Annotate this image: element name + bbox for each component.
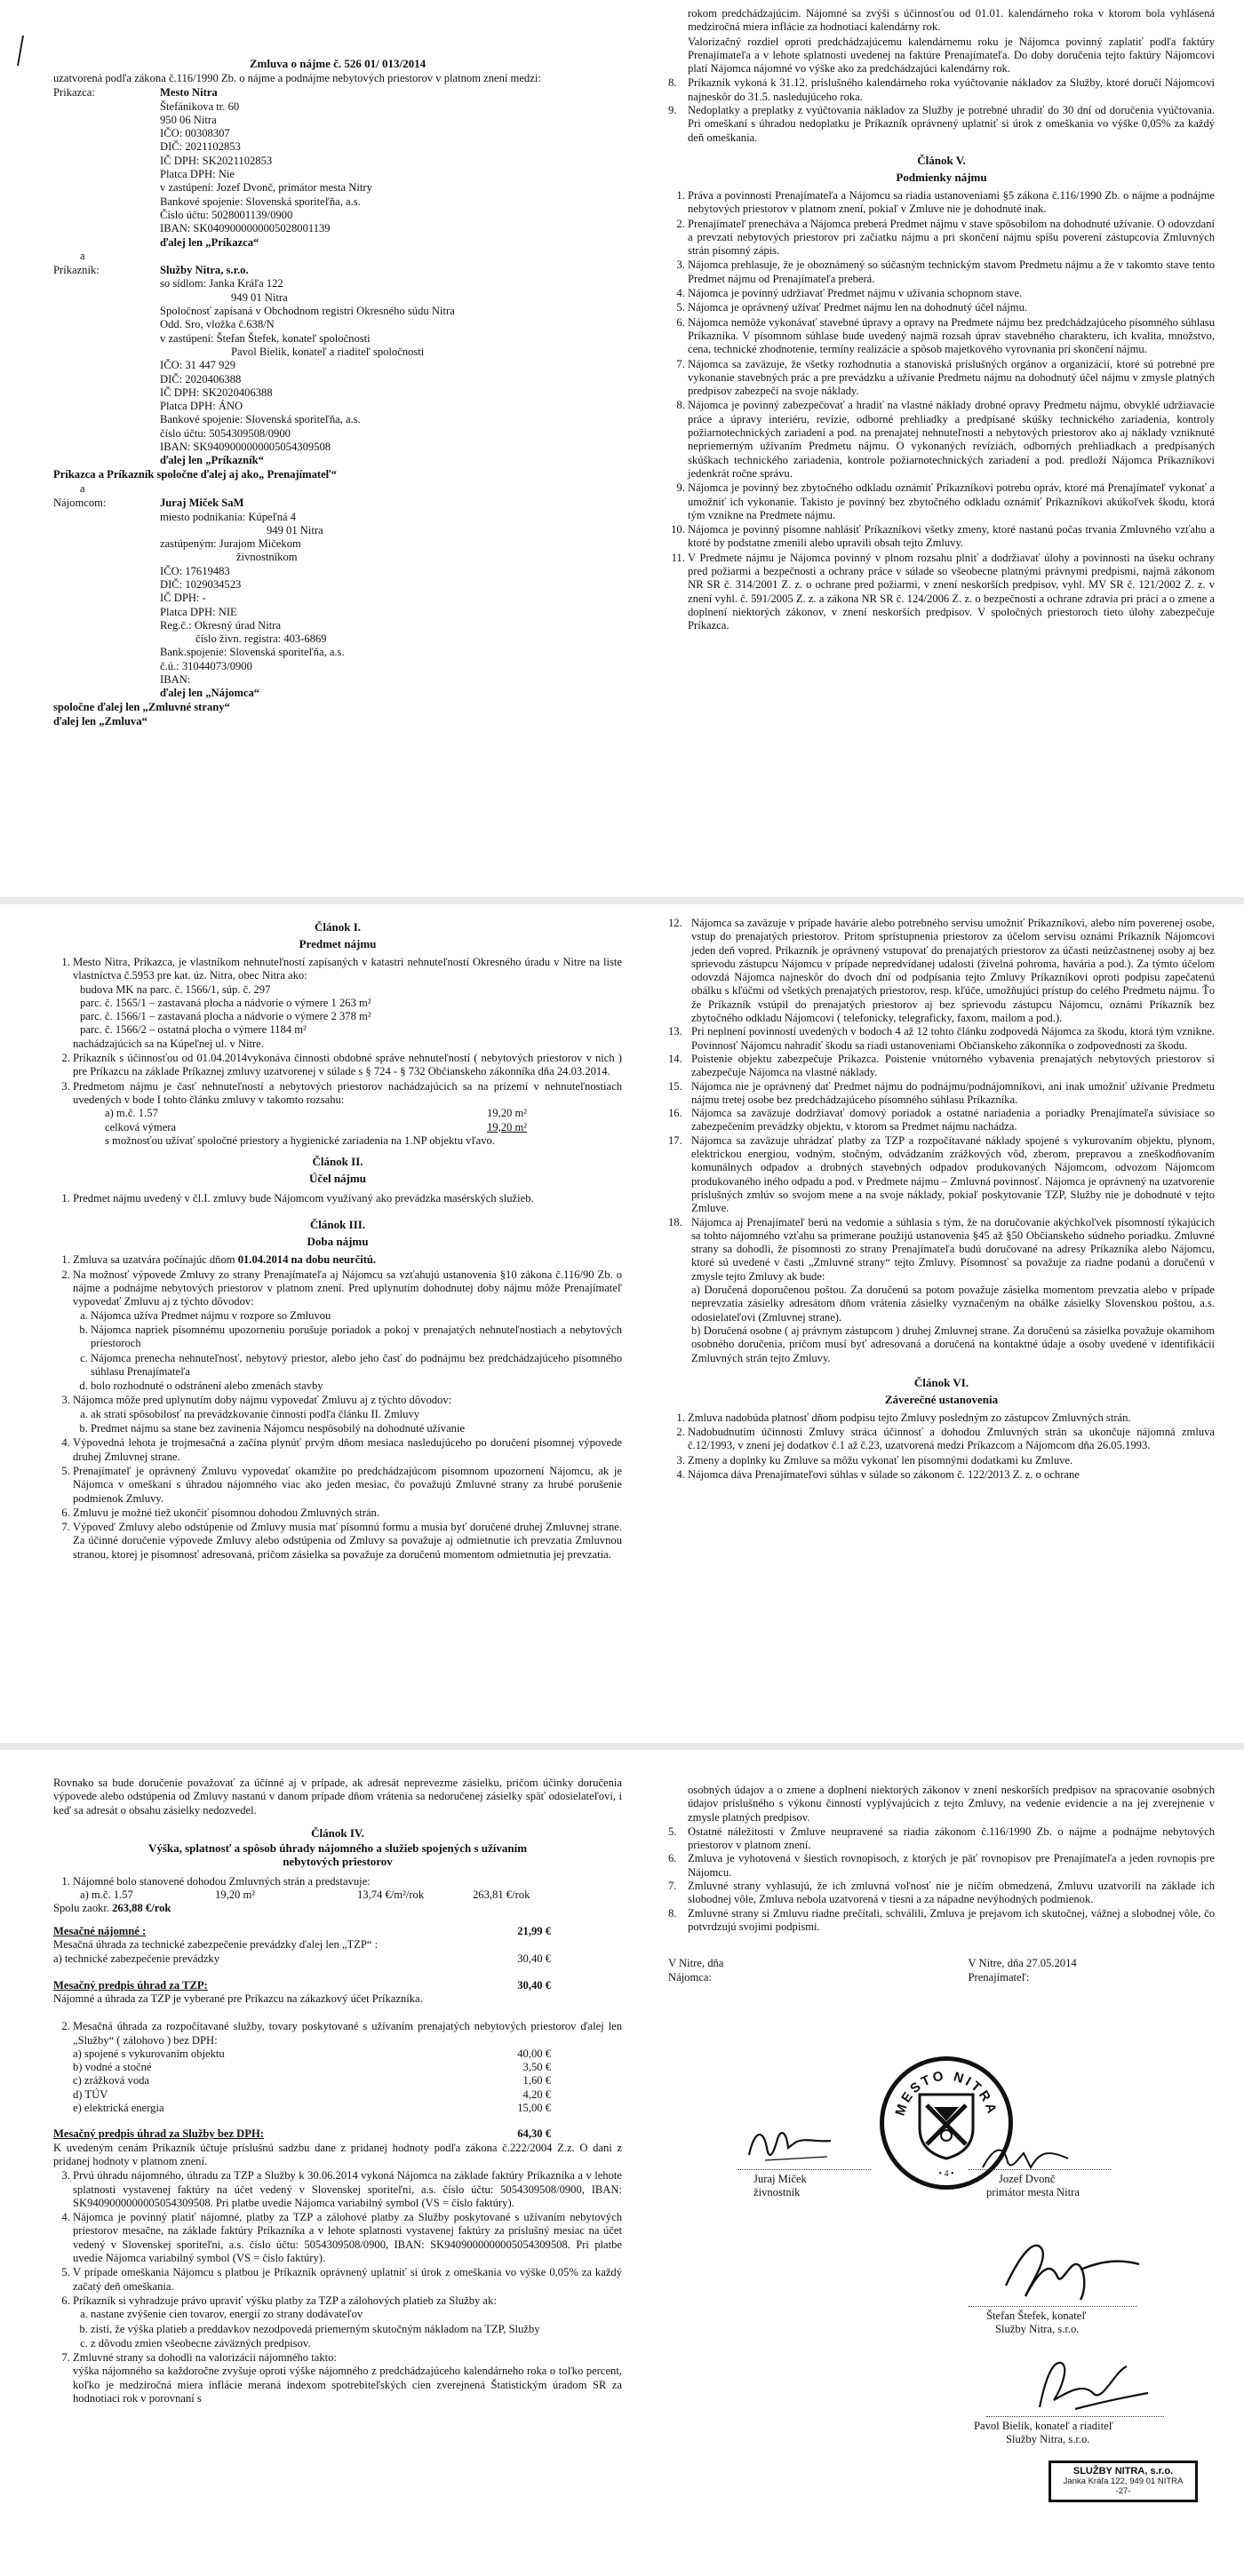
article-4-text: Nájomné bolo stanovené dohodou Zmluvných strán a predstavuje:	[73, 1874, 371, 1888]
signatory-role: Služby Nitra, s.r.o.	[995, 2323, 1080, 2336]
contract-intro: uzatvorená podľa zákona č.116/1990 Zb. o nájme a podnájme nebytových priestorov v platnom znení medzi:	[53, 72, 541, 84]
prikazca-line: ďalej len „Príkazca“	[160, 235, 259, 249]
tzp-label: a) technické zabezpečenie prevádzky	[53, 1952, 220, 1966]
item-text: Poistenie objektu zabezpečuje Príkazca. Poistenie vnútorného vybavenia prenajatých nebytových priestorov si zabezpečuje Nájomca na vlastné náklady.	[691, 1052, 1215, 1079]
article-5-item: 1. Práva a povinnosti Prenajímateľa a Nájomcu sa riadia ustanoveniami §5 zákona č.116/1990 Zb. o nájme a podnájme nebytových priestorov v platnom znení, pokiaľ v Zmluve nie je dohodnuté inak.	[688, 189, 1215, 217]
najomca-line: Reg.č.: Okresný úrad Nitra	[160, 618, 282, 632]
prikazca-line: 950 06 Nitra	[160, 113, 217, 126]
najomca-line: Juraj Miček SaM	[160, 497, 244, 510]
najomca-line: DIČ: 1029034523	[160, 577, 242, 591]
termination-reason: b. Predmet nájmu sa stane bez zavinenia Nájomcu nespôsobilý na dohodnuté užívanie	[91, 1422, 622, 1435]
article-4-text: Zmluvné strany sa dohodli na valorizácii nájomného takto:	[73, 2351, 337, 2365]
article-5-item: 7. Nájomca sa zaväzuje, že všetky rozhodnutia a stanoviská príslušných orgánov a organizácií, ktoré sú potrebné pre vykonanie stavebných prác a pre prevádzku a užívanie Predmetu nájmu na dohodnutý účel nájmu v zmysle platných predpisov zabezpečí na svoje náklady.	[688, 358, 1215, 399]
service-row	[73, 2088, 551, 2102]
item-text: Pri neplnení povinností uvedených v bodoch 4 až 12 tohto článku zodpovedá Nájomca za škodu, ktorá tým vznikne. Povinnosť Nájomcu nahradiť škodu sa riadi ustanoveniami Občianskeho zákonníka o zodpovednosti za škodu.	[691, 1025, 1215, 1052]
service-value: 3,50 €	[522, 2061, 551, 2074]
service-label: e) elektrická energia	[73, 2102, 164, 2115]
article-3-item: 4. Výpovedná lehota je trojmesačná a začína plynúť prvým dňom mesiaca nasledujúceho po doručení písomnej výpovede druhej Zmluvnej strane.	[73, 1436, 622, 1464]
signature-line	[738, 2169, 871, 2170]
parcel-location: nachádzajúcich sa na Kúpeľnej ul. v Nitre.	[73, 1037, 264, 1050]
article-6-list	[668, 1411, 1215, 1482]
signature-line	[969, 2306, 1137, 2307]
service-value: 4,20 €	[522, 2087, 551, 2101]
prikaznik-line: IČO: 31 447 929	[160, 359, 236, 372]
signatory-name: Štefan Štefek, konateľ	[986, 2310, 1087, 2322]
item-number: 18.	[668, 1215, 682, 1228]
item-number: 6.	[668, 1852, 677, 1865]
prikazca-details	[160, 86, 622, 250]
page2-left-column	[53, 917, 622, 1562]
najomca-line: živnostníkom	[236, 551, 298, 564]
page1-left-column	[53, 57, 622, 729]
right-item-5	[668, 1825, 1215, 1853]
prikaznik-label: Príkazník:	[53, 264, 100, 277]
service-value: 1,60 €	[522, 2074, 551, 2087]
item-number: 5.	[668, 1825, 677, 1838]
tzp-row	[53, 1952, 551, 1966]
article-1-subtitle: Predmet nájmu	[299, 937, 377, 950]
together-zmluvne-strany: spoločne ďalej len „Zmluvné strany“	[53, 700, 230, 713]
article-4-item	[73, 2020, 622, 2115]
prikazca-line: Bankové spojenie: Slovenská sporiteľňa, a.s.	[160, 195, 361, 208]
item-text: Nájomca sa zaväzuje dodržiavať domový poriadok a ostatné nariadenia a poriadky Prenajímateľa súvisiace so zabezpečením prevádzky objektu, v ktorom sa Predmet nájmu nachádza.	[691, 1107, 1215, 1133]
item-text: Nájomca sa zaväzuje v prípade havárie alebo potrebného servisu umožniť Príkazníkovi, alebo ním poverenej osobe, vstup do prenajatých priestorov. Pritom sprístupnenia priestorov za účelom servisu oznámi Príkazník Nájomcovi jeden deň vopred. Príkazník je oprávnený vstupovať do prenajatých priestorov za účasti neúzčastnenej osoby aj bez sprievodu zástupcu Nájomcu v prípade nepredvídanej udalosti (živelná pohroma, havária a pod.). Za týmto účelom odovzdá Nájomca najneskôr do dvoch dní od podpísania tejto Zmluvy Príkazníkovi oproti podpisu zapečatenú obálku s kľúčmi od všetkých prenajatých priestorov, resp. kľúče, umožňujúci prístup do celého Predmetu nájmu. Ťo že Príkazník vstúpil do prenajatých priestorov aj bez sprievodu zástupcu Nájomcu, oznámi Príkazník bez zbytočného odkladu Nájomcovi ( telefonicky, telegraficky, faxom, mailom a pod.).	[691, 917, 1215, 1025]
adjustment-reason: b. zistí, že výška platieb a preddavkov nezodpovedá priemerným skutočným nákladom na TZP, Služby	[91, 2323, 622, 2336]
signatory-stefek	[986, 2310, 1173, 2337]
prikazca-line: IBAN: SK0409000000005028001139	[160, 222, 331, 235]
article-3-text: Na možnosť výpovede Zmluvy zo strany Prenajímateľa aj Nájomcu sa vzťahujú ustanovenia §10 zákona č.116/90 Zb. o nájme a podnájme nebytových priestorov v platnom znení. Pred uplynutím dohodnutej doby nájmu môže Prenajímateľ vypovedať Zmluvu aj z týchto dôvodov:	[73, 1268, 622, 1308]
service-label: a) spojené s vykurovaním objektu	[73, 2047, 225, 2060]
article-2-item: 1. Predmet nájmu uvedený v čl.I. zmluvy bude Nájomcom využívaný ako prevádzka masérských služieb.	[73, 1192, 622, 1205]
prikaznik-line: 949 01 Nitra	[231, 290, 288, 304]
najomca-line: Platca DPH: NIE	[160, 605, 237, 618]
article-3-item: 7. Výpoveď Zmluvy alebo odstúpenie od Zmluvy musia mať písomnú formu a musia byť doručené druhej Zmluvnej strane. Za účinné doručenie výpovede Zmluvy alebo odstúpenia od Zmluvy sa považuje aj odmietnutie ich prevzatia Zmluvnou stranou, ktorej je písomnosť adresovaná, pričom zásielka sa považuje za doručenú momentom odmietnutia jej prevzatia.	[73, 1521, 622, 1562]
article-4-item: 3. Prvú úhradu nájomného, úhradu za TZP a Služby k 30.06.2014 vykoná Nájomca na základe faktúry Príkazníka a v lehote splatnosti vystavenej faktúry na účet vedený v Slovenskej sporiteľni, a.s. číslo účtu: 5054309508/0900, IBAN: SK9409000000005054309508. Pri platbe uvedie Nájomca variabilný symbol (VS = číslo faktúry).	[73, 2169, 622, 2210]
right-item-13	[668, 1025, 1215, 1053]
right-item-6	[668, 1852, 1215, 1880]
article-3-list	[53, 1253, 622, 1562]
najomca-line: zastúpeným: Jurajom Mičekom	[160, 537, 301, 551]
article-3-subtitle: Doba nájmu	[307, 1235, 369, 1249]
prikaznik-line: IČ DPH: SK2020406388	[160, 386, 273, 399]
signatory-bielik	[974, 2420, 1187, 2447]
tzp-total-row	[53, 1979, 551, 1992]
services-total-value: 64,30 €	[517, 2127, 551, 2141]
item-number: 13.	[668, 1025, 682, 1038]
services-total-row	[53, 2127, 551, 2141]
najomca-line: IČO: 17619483	[160, 564, 230, 577]
page-2	[0, 904, 1244, 1743]
article-1-item: 2. Príkazník s účinnosťou od 01.04.2014vykonáva činnosti obdobné správe nehnuteľností ( nebytových priestorov v nich ) pre Príkazcu na základe Príkaznej zmluvy uzatvorenej v súlade s § 724 - § 732 Občianskeho zákonníka dňa 24.03.2014.	[73, 1052, 622, 1079]
rent-sum-row	[53, 1902, 622, 1915]
rent-total: 263,81 €/rok	[473, 1888, 530, 1902]
item-text: b) Doručená osobne ( aj právnym zástupcom ) druhej Zmluvnej strane. Za doručenú sa zásielka považuje okamihom osobného doručenia, pričom musí byť adresovaná a doručená na kontaktné údaje a osoby uvedené v identifikácii Zmluvných strán tejto Zmluvy.	[691, 1324, 1215, 1364]
article-4-subtitle: Výška, splatnosť a spôsob úhrady nájomného a služieb spojených s užívaním	[148, 1841, 528, 1855]
service-label: b) vodné a stočné	[73, 2061, 152, 2074]
prikaznik-line: Odd. Sro, vložka č.638/N	[160, 318, 275, 331]
prikazca-line: Platca DPH: Nie	[160, 168, 235, 181]
right-item-9	[668, 104, 1215, 145]
right-item-8	[668, 76, 1215, 104]
company-stamp-name: SLUŽBY NITRA, s.r.o.	[1073, 2466, 1174, 2477]
landlord-role: Prenajímateľ:	[968, 1970, 1030, 1984]
article-5-item: 11. V Predmete nájmu je Nájomca povinný v plnom rozsahu plniť a dodržiavať úlohy a povinnosti na úseku ochrany pred požiarmi a bezpečnosti a ochrany práce v súlade so všeobecne platnými právnymi predpismi, najmä zákonom NR SR č. 314/2001 Z. z. o ochrane pred požiarmi, v znení neskorších predpisov, vyhl. MV SR č. 121/2002 Z. z. v znení vyhl. č. 591/2005 Z. z. a zákona NR SR č. 124/2006 Z. z. o bezpečnosti a ochrane zdravia pri práci a o zmene a doplnení niektorých zákonov, v znení neskorších predpisov. V spoločných priestoroch tieto úlohy zabezpečuje Príkazca.	[688, 552, 1215, 633]
signature-primator	[977, 2141, 1075, 2176]
tenant-role: Nájomca:	[668, 1970, 712, 1984]
article-4-item	[73, 2294, 622, 2350]
article-2-title: Článok II.	[312, 1155, 363, 1169]
article-3-title: Článok III.	[309, 1218, 366, 1232]
together-prenajimatel: Príkazca a Príkazník spoločne ďalej aj ako„ Prenajímateľ“	[53, 467, 337, 481]
najomca-line: IBAN:	[160, 673, 191, 687]
signatory-name: Pavol Bielik, konateľ a riaditeľ	[974, 2420, 1113, 2432]
adjustment-reasons	[73, 2308, 622, 2350]
continuation-paragraph: rokom predchádzajúcim. Nájomné sa zvýši s účinnosťou od 01.01. kalendárneho roka v ktorom bola vyhlásená medziročná miera inflácie za hodnotiaci kalendárny rok.	[688, 7, 1215, 34]
article-2-subtitle: Účel nájmu	[309, 1172, 366, 1186]
signature-line	[986, 2416, 1164, 2417]
prikaznik-line: Spoločnosť zapísaná v Obchodnom registri Okresného súdu Nitra	[160, 305, 455, 318]
item-text: Nájomca aj Prenajímateľ berú na vedomie a súhlasia s tým, že na doručovanie akýchkoľvek písomností týkajúcich sa tohto nájomného vzťahu sa primerane použijú ustanovenia §45 až §50 Občianskeho súdneho poriadku. Zmluvné strany sa dohodli, že písomnosti zo strany Prenajímateľa budú doručované na adresy Príkazníka alebo Nájomcu, ktoré sú uvedené v časti „Zmluvné strany“ tejto Zmluvy. Písomnosť sa považuje za riadne podanú a doručenú v zmysle tejto Zmluvy ak bude:	[691, 1215, 1215, 1283]
article-4-item	[53, 1874, 622, 1916]
article-4-title: Článok IV.	[311, 1825, 364, 1840]
seal-text: MESTO NITRA	[892, 2068, 1001, 2118]
article-3-item	[73, 1268, 622, 1394]
item-text: Zmluva je vyhotovená v šiestich rovnopisoch, z ktorých je päť rovnopisov pre Prenajímateľa a jeden rovnopis pre Nájomcu.	[688, 1852, 1215, 1879]
item-number: 14.	[668, 1052, 682, 1065]
landlord-place-block	[942, 1957, 1216, 1984]
right-item-18a	[668, 1284, 1215, 1324]
rent-row	[73, 1888, 622, 1902]
item-number: 7.	[668, 1880, 677, 1893]
monthly-rent-row	[53, 1925, 551, 1938]
tenant-place-block	[668, 1957, 942, 1984]
service-row	[73, 2102, 551, 2115]
article-6-item: 4. Nájomca dáva Prenajímateľovi súhlas v súlade so zákonom č. 122/2013 Z. z. o ochrane	[688, 1468, 1215, 1482]
signatory-role: Služby Nitra, s.r.o.	[1006, 2433, 1090, 2446]
service-row	[73, 2074, 551, 2087]
rent-sum-value: 263,88 €/rok	[112, 1902, 171, 1915]
page3-right-column	[668, 1784, 1215, 1984]
article-4-list-continued	[53, 2020, 622, 2115]
rent-sum-label: Spolu zaokr.	[53, 1902, 109, 1915]
parcel-line: parc. č. 1565/1 – zastavaná plocha a nádvorie o výmere 1 263 m²	[80, 996, 371, 1009]
tenant-termination-reasons	[73, 1408, 622, 1436]
article-6-item: 2. Nadobudnutím účinnosti Zmluvy stráca účinnosť a dohodou Zmluvných strán sa ukončuje nájomná zmluva č.12/1993, v znení jej dodatkov č.1 až č.23, uzatvorená medzi Príkazcom a Nájomcom dňa 26.05.1993.	[688, 1426, 1215, 1453]
article-5-item: 4. Nájomca je povinný udržiavať Predmet nájmu v užívania schopnom stave.	[688, 287, 1215, 300]
prikaznik-details	[160, 264, 622, 467]
page-3	[0, 1750, 1244, 2576]
article-4-item	[73, 2351, 622, 2405]
najomca-label: Nájomcom:	[53, 497, 107, 510]
tzp-intro: Mesačná úhrada za technické zabezpečenie prevádzky ďalej len „TZP“ :	[53, 1938, 379, 1952]
najomca-line: miesto podnikania: Kúpeľná 4	[160, 510, 297, 523]
page2-right-column	[668, 917, 1215, 1483]
right-item-12	[668, 917, 1215, 1025]
service-label: c) zrážková voda	[73, 2074, 150, 2087]
party-prikaznik	[53, 264, 622, 467]
margin-mark	[11, 34, 28, 69]
party-najomca	[53, 497, 622, 700]
conjunction-a: a	[80, 249, 85, 262]
article-3-item: 5. Prenajímateľ je oprávnený Zmluvu vypovedať okamžite po predchádzajúcom písomnom upozornení Nájomcu, ak je Nájomca v omeškaní s úhradou nájomného viac ako jeden mesiac, čo považujú Zmluvné strany za hrubé porušenie podmienok Zmluvy.	[73, 1465, 622, 1506]
signatory-role: živnostník	[754, 2186, 801, 2199]
area-row	[73, 1107, 622, 1120]
prikaznik-line: DIČ: 2020406388	[160, 372, 242, 386]
signatory-najomca	[754, 2173, 878, 2200]
article-1-item	[73, 956, 622, 1051]
item-text: Nedoplatky a preplatky z vyúčtovania nákladov za Služby je potrebné uhradiť do 30 dní od doručenia vyúčtovania. Pri omeškaní s úhradou nedoplatku je Príkazník oprávnený uplatniť si úrok z omeškania vo výške 0,05% za každý deň omeškania.	[688, 104, 1215, 144]
article-3-item	[73, 1253, 622, 1267]
company-stamp-number: -27-	[1115, 2486, 1131, 2496]
adjustment-reason: c. z dôvodu zmien všeobecne záväzných predpisov.	[91, 2337, 622, 2350]
parcel-line: parc. č. 1566/2 – ostatná plocha o výmere 1184 m²	[80, 1023, 307, 1037]
article-5-subtitle: Podmienky nájmu	[896, 170, 987, 184]
item-number: 12.	[668, 917, 682, 929]
signature-places	[668, 1957, 1215, 1984]
article-3-text: Zmluva sa uzatvára počínajúc dňom	[73, 1253, 235, 1267]
right-item-15	[668, 1080, 1215, 1108]
article-6-title: Článok VI.	[913, 1375, 969, 1389]
right-item-16	[668, 1107, 1215, 1134]
page3-left-column	[53, 1777, 622, 2406]
item-text: Nájomca sa zaväzuje uhrádzať platby za TZP a rozpočítavané náklady spojené s vykurovaním objektu, plynom, elektrickou energiou, vodným, stočným, odvádzaním zrážkových vôd, zberom, prepravou a zneškodňovaním komunálnych odpadov a drobných stavebných odpadov produkovaných Nájomcom, odvozom Nájomcom produkovaného iného odpadu a pod. v Predmete nájmu – Zmluvná povinnosť. Nájomca je oprávnený na uzatvorenie príslušných zmlúv so svojom mene a na svoje náklady, pokiaľ poskytovanie TZP, Služby nie je dohodnuté v tejto Zmluve.	[691, 1133, 1215, 1215]
article-4-subtitle: nebytových priestorov	[283, 1854, 393, 1868]
article-5-item: 2. Prenajímateľ prenecháva a Nájomca preberá Predmet nájmu v stave spôsobilom na dohodnuté užívanie. O odovzdaní a prevzatí nebytových priestorov pri začiatku nájmu a pri skončení nájmu spíšu poverení zástupcovia Zmluvných strán písomný zápis.	[688, 218, 1215, 258]
together-zmluva: ďalej len „Zmluva“	[53, 714, 148, 727]
signatory-name: Jozef Dvonč	[999, 2173, 1056, 2185]
prikazca-line: Mesto Nitra	[160, 86, 218, 99]
item-text: a) Doručená doporučenou poštou. Za doručenú sa potom považuje zásielka momentom prevzatia alebo v prípade neprevzatia zásielky adresátom dňom vrátenia zásielky vyznačeným na obálke zásielky Slovenskou poštou, a.s. odosielateľovi (Zmluvnej strane).	[691, 1284, 1215, 1324]
prikaznik-line: IBAN: SK9409000000005054309508	[160, 441, 331, 454]
article-1-title: Článok I.	[314, 920, 362, 934]
svg-text:• 4 •: • 4 •	[938, 2169, 954, 2179]
termination-reason: c. Nájomca prenecha nehnuteľnosť, nebytový priestor, alebo jeho časť do podnájmu bez predchádzajúceho písomného súhlasu Prenajímateľa	[91, 1352, 622, 1379]
article-5-item: 3. Nájomca prehlasuje, že je oboznámený so súčasným technickým stavom Predmetu nájmu a že v takomto stave tento Predmet nájmu od Prenajímateľa preberá.	[688, 258, 1215, 286]
najomca-line: číslo živn. registra: 403-6869	[195, 632, 327, 646]
termination-reasons	[73, 1309, 622, 1394]
signature-line	[969, 2169, 1111, 2170]
conjunction-a: a	[80, 481, 85, 495]
article-6-item: 1. Zmluva nadobúda platnosť dňom podpisu tejto Zmluvy posledným zo zástupcov Zmluvných strán.	[688, 1411, 1215, 1425]
tzp-note: Nájomné a úhrada za TZP je vyberané pre Príkazcu na zákazkový účet Príkazníka.	[53, 1992, 423, 2005]
area-value: 19,20 m²	[487, 1107, 528, 1120]
item-text: Príkazník vykoná k 31.12. príslušného kalendárneho roka vyúčtovanie nákladov za Služby, ktoré doručí Nájomcovi najneskôr do 31.5. nasledujúceho roka.	[688, 76, 1215, 103]
article-4-item: 4. Nájomca je povinný platiť nájomné, platby za TZP a zálohové platby za Služby poskytované s užívaním nebytových priestorov mesačne, na základe faktúry Príkazníka a v lehote splatnosti vystavenej faktúry za príslušný mesiac na účet vedený v Slovenskej sporiteľni, a.s. číslo účtu: 5054309508/0900, IBAN: SK9409000000005054309508. Pri platbe uvedie Nájomca variabilný symbol (VS = číslo faktúry).	[73, 2211, 622, 2265]
article-1-list	[53, 956, 622, 1148]
signature-stefek	[995, 2234, 1146, 2305]
article-5-item: 9. Nájomca je povinný bez zbytočného odkladu oznámiť Príkazníkovi potrebu opráv, ktoré má Prenajímateľ vykonať a umožniť ich vykonanie. Takisto je povinný bez zbytočného odkladu oznámiť Príkazníkovi akúkoľvek škodu, ktorá tým vznikne na Predmete nájmu.	[688, 481, 1215, 522]
termination-reason: b. Nájomca napriek písomnému upozorneniu porušuje poriadok a pokoj v prenajatých nehnuteľnostiach a nebytových priestoroch	[91, 1324, 622, 1351]
item-number: 9.	[668, 104, 677, 117]
delivery-paragraph: Rovnako sa bude doručenie považovať za účinné aj v prípade, ak adresát neprevezme zásielku, pričom účinky doručenia výpovede alebo odstúpenia od Zmluvy nastanú v danom prípade dňom vrátenia sa nedoručenej zásielky späť odosielateľovi, i keď sa adresát o obsahu zásielky nedozvedel.	[53, 1777, 622, 1817]
services-note: K uvedeným cenám Príkazník účtuje príslušnú sadzbu dane z pridanej hodnoty podľa zákona č.222/2004 Z.z. O dani z pridanej hodnoty v platnom znení.	[53, 2141, 622, 2167]
monthly-rent-value: 21,99 €	[517, 1924, 551, 1937]
prikaznik-line: ďalej len „Príkazník“	[160, 454, 264, 467]
service-row	[73, 2061, 551, 2074]
monthly-rent-label: Mesačné nájomné :	[53, 1924, 147, 1937]
lease-start-date: 01.04.2014 na dobu neurčitú.	[237, 1253, 377, 1267]
prikazca-label: Prikazca:	[53, 86, 95, 99]
najomca-line: ďalej len „Nájomca“	[160, 687, 260, 700]
article-1-text: Predmetom nájmu je časť nehnuteľností a nebytových priestorov nachádzajúcich sa na prízemí v nehnuteľnostiach uvedených v bode I tohto článku zmluvy v takomto rozsahu:	[73, 1079, 622, 1106]
service-value: 15,00 €	[517, 2102, 551, 2115]
signature-najomca	[742, 2121, 840, 2164]
item-number	[668, 1324, 691, 1365]
prikazca-line: Číslo účtu: 5028001139/0900	[160, 208, 293, 221]
tenant-place: V Nitre, dňa	[668, 1957, 724, 1970]
area-label: a) m.č. 1.57	[105, 1107, 158, 1120]
service-row	[73, 2047, 551, 2061]
party-prikazca	[53, 86, 622, 250]
najomca-line: Bank.spojenie: Slovenská sporiteľňa, a.s.	[160, 646, 345, 659]
parcel-line: parc. č. 1566/1 – zastavaná plocha a nádvorie o výmere 2 378 m²	[80, 1010, 371, 1023]
prikaznik-line: číslo účtu: 5054309508/0900	[160, 426, 291, 440]
services-intro: Mesačná úhrada za rozpočítavané služby, tovary poskytované s užívaním prenajatých nebytových priestorov ďalej len „Služby“ ( zálohovo ) bez DPH:	[73, 2020, 622, 2047]
prikaznik-line: Služby Nitra, s.r.o.	[160, 264, 249, 277]
item-text: Ostatné náležitosti v Zmluve neupravené sa riadia zákonom č.116/1990 Zb. o nájme a podnájme nebytových priestorov v platnom znení.	[688, 1825, 1215, 1852]
article-5-item: 10. Nájomca je povinný písomne nahlásiť Príkazníkovi všetky zmeny, ktoré nastanú počas trvania Zmluvného vzťahu a ktoré by podstatne zmenili alebo upravili obsah tejto Zmluvy.	[688, 523, 1215, 551]
signatory-primator	[986, 2173, 1164, 2200]
item-text: Zmluvné strany vyhlasujú, že ich zmluvná voľnosť nie je ničím obmedzená, Zmluvu uzatvorili na základe ich slobodnej vôle, Zmluva nebola uzatvorená v tiesni a za nápadne nevýhodných podmienok.	[688, 1880, 1215, 1906]
article-1-text: Mesto Nitra, Príkazca, je vlastníkom nehnuteľností zapísaných v katastri nehnuteľností Okresného úradu v Nitre na liste vlastníctva č.5953 pre kat. úz. Nitra, obec Nitra ako:	[73, 956, 622, 982]
najomca-line: č.ú.: 31044073/0900	[160, 659, 252, 672]
signatory-role: primátor mesta Nitra	[986, 2186, 1080, 2199]
article-4-item: 5. V prípade omeškania Nájomcu s platbou je Príkazník oprávnený uplatniť si úrok z omeškania vo výške 0,05% za každý začatý deň omeškania.	[73, 2266, 622, 2294]
adjustment-reason: a. nastane zvýšenie cien tovarov, energií zo strany dodávateľov	[91, 2308, 622, 2321]
termination-reason: d. bolo rozhodnuté o odstránení alebo zmenách stavby	[91, 1379, 622, 1393]
article-2-list	[53, 1192, 622, 1205]
page1-right-column	[668, 7, 1215, 633]
item-number	[668, 1284, 691, 1324]
tzp-value: 30,40 €	[517, 1952, 551, 1966]
service-value: 40,00 €	[517, 2047, 551, 2060]
prikazca-line: IČ DPH: SK2021102853	[160, 154, 273, 167]
article-5-title: Článok V.	[917, 153, 966, 167]
prikaznik-line: so sídlom: Janka Kráľa 122	[160, 277, 283, 290]
termination-reason: a. Nájomca užíva Predmet nájmu v rozpore so Zmluvou	[91, 1309, 622, 1323]
area-total-label: celková výmera	[105, 1120, 177, 1133]
article-5-item: 6. Nájomca nemôže vykonávať stavebné úpravy a opravy na Predmete nájmu bez predchádzajúceho písomného súhlasu Príkazníka. V písomnom súhlase bude uvedený najmä rozsah úprav stavebného charakteru, ich kvalita, množstvo, cena, technické zhodnotenie, termíny realizácie a spôsob majetkového vyrovnania pri skončení nájmu.	[688, 316, 1215, 357]
prikaznik-line: Bankové spojenie: Slovenská sporiteľňa, a.s.	[160, 413, 361, 426]
article-5-list	[668, 189, 1215, 633]
signatory-name: Juraj Miček	[754, 2173, 807, 2185]
landlord-place: V Nitre, dňa 27.05.2014	[968, 1957, 1077, 1970]
prikazca-line: DIČ: 2021102853	[160, 140, 241, 154]
company-stamp	[1049, 2461, 1198, 2502]
right-item-18b	[668, 1324, 1215, 1365]
right-item-8	[668, 1907, 1215, 1935]
right-item-7	[668, 1880, 1215, 1907]
article-3-item	[73, 1394, 622, 1435]
article-4-list-rest	[53, 2169, 622, 2405]
services-total-label: Mesačný predpis úhrad za Služby bez DPH:	[53, 2127, 264, 2141]
right-item-18	[668, 1216, 1215, 1284]
najomca-details	[160, 497, 622, 700]
item-number: 8.	[668, 76, 677, 90]
service-label: d) TÚV	[73, 2087, 108, 2101]
article-6-subtitle: Záverečné ustanovenia	[884, 1392, 999, 1406]
area-note: s možnosťou užívať spoločné priestory a hygienické zariadenia na 1.NP objektu vľavo.	[105, 1133, 495, 1147]
termination-reason: a. ak strati spôsobilosť na prevádzkovanie činnosti podľa článku II. Zmluvy	[91, 1408, 622, 1421]
city-crest-icon	[914, 2089, 978, 2160]
company-stamp-address: Janka Kráľa 122, 949 01 NITRA	[1063, 2477, 1184, 2486]
rent-room: a) m.č. 1.57	[80, 1888, 133, 1902]
article-4-list	[53, 1875, 622, 1916]
article-3-item: 6. Zmluvu je možné tiež ukončiť písomnou dohodou Zmluvných strán.	[73, 1507, 622, 1520]
rent-rate: 13,74 €/m²/rok	[357, 1888, 425, 1902]
article-4-text: Príkazník si vyhradzuje právo upraviť výšku platby za TZP a zálohových platieb za Služby ak:	[73, 2294, 497, 2307]
item-number: 17.	[668, 1133, 682, 1147]
parcel-line: budova MK na parc. č. 1566/1, súp. č. 297	[80, 982, 271, 996]
continuation-paragraph: Valorizačný rozdiel oproti predchádzajúcemu kalendárnemu roku je Nájomca povinný zaplatiť podľa faktúry Prenajímateľa a v lehote splatnosti uvedenej na faktúre Prenajímateľa. Do doby doručenia tejto faktúry Nájomcovi platí Nájomca nájomné vo výške ako za predchádzajúci kalendárny rok.	[688, 35, 1215, 76]
rent-area: 19,20 m²	[215, 1888, 256, 1902]
najomca-line: 949 01 Nitra	[267, 523, 323, 537]
right-item-17	[668, 1134, 1215, 1216]
prikaznik-line: Platca DPH: ÁNO	[160, 400, 243, 413]
valorization-text: výška nájomného sa každoročne zvyšuje oproti výške nájomného z predchádzajúceho kalendárneho roka o toľko percent, koľko je medziročná miera inflácie meraná indexom spotrebiteľských cien zverejnená Štatistickým úradom SR za hodnotiaci rok v porovnaní s	[73, 2365, 622, 2405]
tzp-total-label: Mesačný predpis úhrad za TZP:	[53, 1978, 208, 1992]
prikazca-line: IČO: 00308307	[160, 127, 230, 140]
item-number: 8.	[668, 1906, 677, 1920]
prikazca-line: v zastúpení: Jozef Dvonč, primátor mesta Nitry	[160, 181, 372, 195]
page-1	[0, 0, 1244, 897]
right-item-14	[668, 1053, 1215, 1080]
item-text: Nájomca nie je oprávnený dať Predmet nájmu do podnájmu/podnájomníkovi, ani inak umožniť užívanie Predmetu nájmu tretej osobe bez predchádzajúceho písomného súhlasu Príkazníka.	[691, 1079, 1215, 1106]
prikazca-line: Štefánikova tr. 60	[160, 99, 240, 113]
article-6-item: 3. Zmeny a doplnky ku Zmluve sa môžu vykonať len písomnými dodatkami ku Zmluve.	[688, 1454, 1215, 1467]
tzp-total-value: 30,40 €	[517, 1978, 551, 1992]
contract-title: Zmluva o nájme č. 526 01/ 013/2014	[249, 57, 427, 70]
najomca-line: IČ DPH: -	[160, 592, 206, 605]
article-1-item	[73, 1080, 622, 1148]
item-number: 16.	[668, 1107, 682, 1120]
continuation-paragraph: osobných údajov a o zmene a doplnení niektorých zákonov v znení neskorších predpisov na spracovanie osobných údajov príslušného s výkonu činností vyplývajúcich z tejto Zmluvy, na vedenie evidencie a na jej zverejnenie v zmysle platných predpisov.	[688, 1784, 1215, 1824]
signature-bielik	[1022, 2354, 1155, 2416]
item-number: 15.	[668, 1079, 682, 1093]
item-text: Zmluvné strany si Zmluvu riadne prečítali, schválili, Zmluva je prejavom ich skutočnej, vážnej a slobodnej vôle, čo potvrdzujú svojimi podpismi.	[688, 1906, 1215, 1933]
article-5-item: 5. Nájomca je oprávnený užívať Predmet nájmu len na dohodnutý účel nájmu.	[688, 301, 1215, 314]
article-5-item: 8. Nájomca je povinný zabezpečovať a hradiť na vlastné náklady drobné opravy Predmetu nájmu, obvyklé udržiavacie práce a úpravy interiéru, revízie, odborné prehliadky a predpísané skúšky technického zariadenia, kontroly požiarnotechnických zariadení a pod. na prenajatej nehnuteľnosti a nebytových priestorov ako aj náklady vzniknuté nepriemerným užívaním Predmetu nájmu. O vykonaných revíziách, odborných prehliadkach a predpísaných skúškach technického zariadenia, kontrole požiarnotechnických zariadení a pod. predloží Nájomca Príkazníkovi jedenkrát ročne správu.	[688, 399, 1215, 481]
prikaznik-line: Pavol Bielik, konateľ a riaditeľ spoločnosti	[231, 345, 425, 358]
prikaznik-line: v zastúpení: Štefan Štefek, konateľ spoločnosti	[160, 331, 371, 345]
article-3-text: Nájomca môže pred uplynutím doby nájmu vypovedať Zmluvu aj z týchto dôvodov:	[73, 1394, 452, 1407]
area-total-value: 19,20 m²	[487, 1120, 528, 1133]
area-total-row	[73, 1121, 622, 1134]
